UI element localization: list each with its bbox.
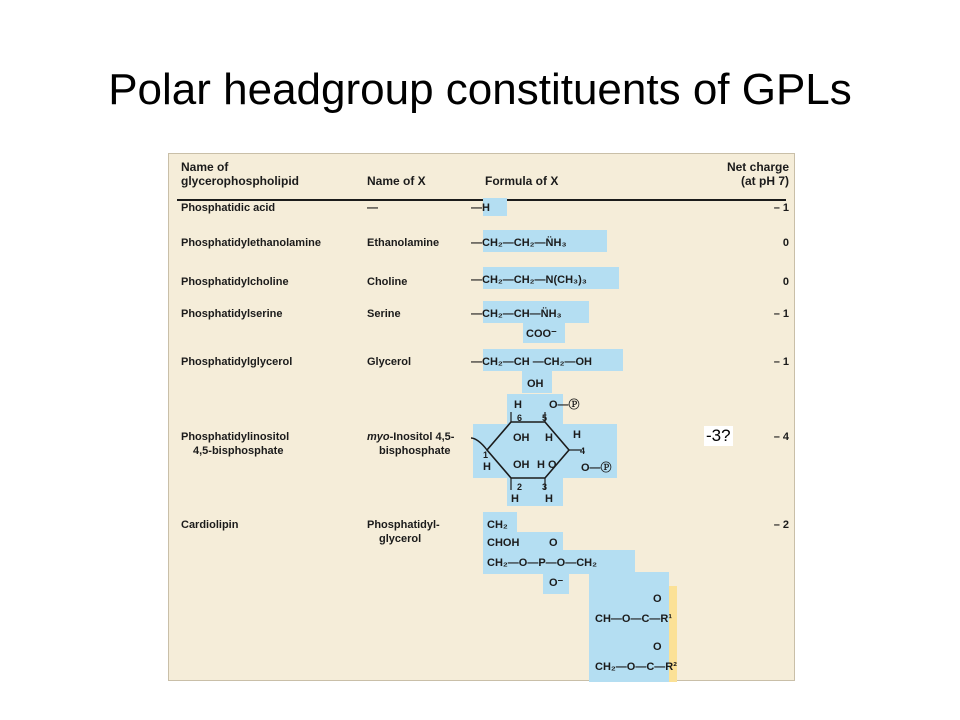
row-x-line2: glycerol [379,533,422,545]
row-charge: – 1 [773,356,789,368]
card-phosphate-line: CH₂—O—P—O—CH₂ [487,557,597,569]
row-x-name: Glycerol [367,356,412,368]
row-charge: – 1 [773,308,789,320]
row-x-name: Phosphatidyl- [367,519,440,531]
formula-serine-top: —CH₂—CH—N̈H₃ [471,308,562,320]
ino-h6: H [514,399,522,411]
header-charge-line2: (at pH 7) [741,174,789,188]
row-name: Cardiolipin [181,519,239,531]
formula-pa: —H [471,202,490,214]
row-name: Phosphatidylglycerol [181,356,293,368]
ino-oh1: OH [513,432,530,444]
ino-o-p2: O—Ⓟ [581,462,612,474]
row-charge: – 4 [773,431,789,443]
formula-glycerol-top: —CH₂—CH —CH₂—OH [471,356,592,368]
ino-2: 2 [517,482,523,492]
glycerophospholipid-table [168,153,795,681]
formula-choline: —CH₂—CH₂—N(CH₃)₃ [471,274,587,286]
card-o-ester1: O [653,593,662,605]
header-formula: Formula of X [485,174,559,188]
row-x-name: — [367,202,378,214]
row-x-prefix: myo [367,431,390,443]
header-name-line1: Name of [181,160,229,174]
ino-oh2: OH [513,459,530,471]
card-ester1: CH—O—C—R¹ [595,613,672,625]
card-ester2: CH₂—O—C—R² [595,661,677,673]
card-o-minus: O⁻ [549,577,564,589]
card-o-top: O [549,537,558,549]
table-header [169,154,794,200]
ino-3: 3 [542,482,548,492]
formula-ethanolamine: —CH₂—CH₂—N̈H₃ [471,237,567,249]
row-name: Phosphatidic acid [181,202,276,214]
header-name-line2: glycerophospholipid [181,174,300,188]
row-x-line2: bisphosphate [379,445,451,457]
ino-1: 1 [483,450,489,460]
ino-h-b2: H [545,493,553,505]
row-name: Phosphatidylethanolamine [181,237,321,249]
row-name-line2: 4,5-bisphosphate [193,445,284,457]
card-choh: CHOH [487,537,520,549]
row-charge: 0 [782,237,789,249]
ino-6: 6 [517,413,523,423]
ino-h-b1: H [511,493,519,505]
ino-o-p1: O—Ⓟ [549,399,580,411]
slide-title: Polar headgroup constituents of GPLs [108,65,852,114]
row-x-rest: -Inositol 4,5- [389,431,455,443]
row-x-name: Serine [367,308,401,320]
header-x: Name of X [367,174,426,188]
header-charge-line1: Net charge [726,160,789,174]
ino-5: 5 [542,413,548,423]
ino-h1: H [545,432,553,444]
formula-glycerol-bottom: OH [527,378,544,390]
row-name: Phosphatidylserine [181,308,283,320]
ino-h2: H [573,429,581,441]
row-charge: 0 [782,276,789,288]
row-x-name: Choline [367,276,408,288]
row-charge: – 2 [773,519,789,531]
row-name: Phosphatidylcholine [181,276,289,288]
ino-h-left: H [483,461,491,473]
row-charge: – 1 [773,202,789,214]
card-ch2-top: CH₂ [487,519,508,531]
card-o-ester2: O [653,641,662,653]
formula-serine-bottom: COO⁻ [526,328,557,340]
ino-4: 4 [580,446,586,456]
row-name-line1: Phosphatidylinositol [181,431,290,443]
charge-annotation: -3? [706,426,731,445]
row-x-name: Ethanolamine [367,237,440,249]
ino-ho: H O [537,459,557,471]
